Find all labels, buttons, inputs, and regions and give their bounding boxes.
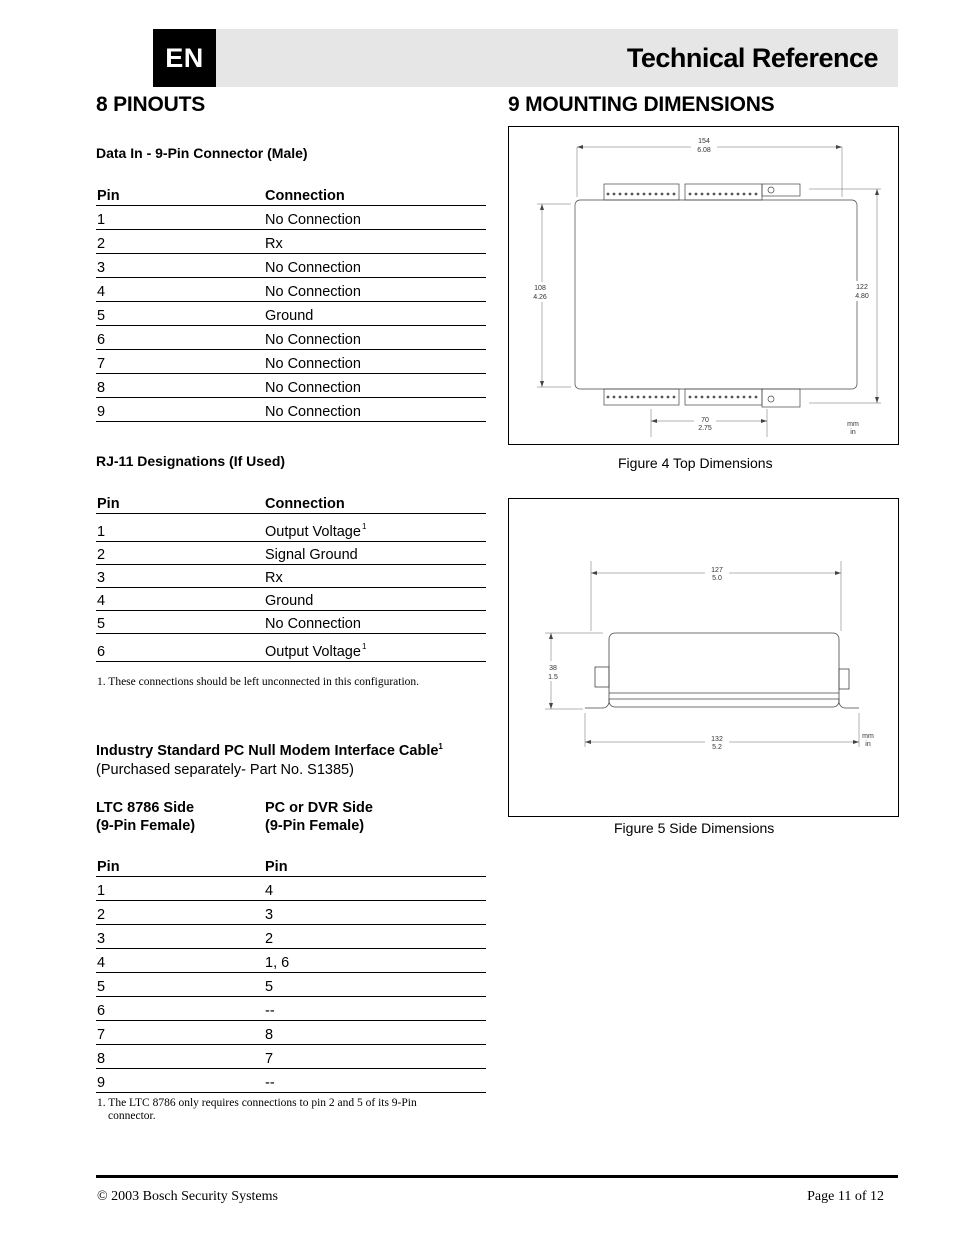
- side-b-line1: PC or DVR Side: [265, 800, 373, 816]
- fig4-width-mm: 154: [698, 138, 710, 145]
- cell-pin: 4: [97, 284, 106, 300]
- fig5-height-in: 1.5: [548, 674, 558, 681]
- cell-text: 2: [265, 931, 274, 947]
- table-row: [96, 973, 486, 997]
- cell-pin: 2: [97, 907, 106, 923]
- cell-pin: 5: [97, 616, 106, 632]
- fig4-unit-mm: mm: [847, 421, 859, 428]
- cell-pin: 4: [97, 955, 106, 971]
- mounting-heading: 9 MOUNTING DIMENSIONS: [508, 93, 775, 116]
- bottom-connector-tab: [762, 389, 800, 407]
- table-row: [96, 1021, 486, 1045]
- cell-text: Output Voltage: [265, 524, 361, 540]
- device-body: [575, 200, 857, 389]
- language-badge: EN: [153, 29, 216, 87]
- null-modem-subtitle: (Purchased separately- Part No. S1385): [96, 762, 354, 778]
- page-header: [153, 29, 898, 87]
- null-modem-footnote-line2: connector.: [108, 1110, 156, 1122]
- cell-pin: 5: [97, 308, 106, 324]
- table-row: [96, 326, 486, 350]
- fig4-total-mm: 122: [856, 284, 868, 291]
- footer-rule: [96, 1175, 898, 1178]
- cell-value: [265, 308, 313, 324]
- fig5-height-mm: 38: [549, 665, 557, 672]
- cell-text: --: [265, 1075, 275, 1091]
- rj11-title: RJ-11 Designations (If Used): [96, 453, 286, 469]
- fig4-depth-mm: 108: [534, 285, 546, 292]
- cell-value: [265, 570, 283, 586]
- cell-pin: 8: [97, 1051, 106, 1067]
- cell-text: No Connection: [265, 284, 361, 300]
- cell-value: [265, 284, 361, 300]
- data-in-title: Data In - 9-Pin Connector (Male): [96, 145, 308, 161]
- col-connection: Connection: [265, 496, 345, 512]
- col-pin: Pin: [97, 188, 120, 204]
- cell-text: 4: [265, 883, 274, 899]
- table-row: [96, 634, 486, 662]
- cell-text: 1, 6: [265, 955, 290, 971]
- cell-text: No Connection: [265, 212, 361, 228]
- table-header: [96, 182, 486, 206]
- top-connector-left: [604, 184, 679, 200]
- cell-text: Rx: [265, 236, 283, 252]
- col-pin-b: Pin: [265, 859, 288, 875]
- figure-4-top-dimensions: [508, 126, 899, 445]
- cell-pin: 3: [97, 931, 106, 947]
- side-b-line2: (9-Pin Female): [265, 818, 365, 834]
- footnote-marker: 1: [361, 642, 367, 651]
- side-a-line1: LTC 8786 Side: [96, 800, 195, 816]
- table-header: [96, 853, 486, 877]
- table-row: [96, 588, 486, 611]
- table-row: [96, 278, 486, 302]
- cell-text: No Connection: [265, 332, 361, 348]
- table-row: [96, 206, 486, 230]
- cell-value: [265, 212, 361, 228]
- cell-pin: 1: [97, 524, 106, 540]
- cell-value: [265, 380, 361, 396]
- data-in-table: [96, 182, 486, 422]
- table-row: [96, 350, 486, 374]
- cell-pin: 7: [97, 1027, 106, 1043]
- null-modem-title: [96, 742, 443, 759]
- cell-text: Signal Ground: [265, 547, 358, 563]
- cell-text: 7: [265, 1051, 274, 1067]
- cell-text: Rx: [265, 570, 283, 586]
- cell-text: Ground: [265, 308, 314, 324]
- cell-value: [265, 1051, 273, 1067]
- fig4-depth-in: 4.26: [533, 294, 547, 301]
- rj11-footnote: 1. These connections should be left unconnected in this configuration.: [97, 676, 420, 688]
- cell-value: [265, 1075, 275, 1091]
- table-row: [96, 565, 486, 588]
- table-row: [96, 1069, 486, 1093]
- table-row: [96, 230, 486, 254]
- fig5-base-mm: 132: [711, 736, 723, 743]
- cell-value: [265, 522, 366, 540]
- null-modem-title-sup: 1: [438, 742, 443, 751]
- figure-5-caption: Figure 5 Side Dimensions: [614, 820, 775, 836]
- cell-pin: 2: [97, 236, 106, 252]
- cell-value: [265, 955, 289, 971]
- col-pin-a: Pin: [97, 859, 120, 875]
- cell-pin: 6: [97, 1003, 106, 1019]
- cell-pin: 3: [97, 570, 106, 586]
- cell-text: No Connection: [265, 616, 361, 632]
- cell-text: No Connection: [265, 356, 361, 372]
- table-row: [96, 949, 486, 973]
- cell-pin: 1: [97, 883, 106, 899]
- page-title: Technical Reference: [626, 43, 878, 73]
- cell-value: [265, 236, 283, 252]
- fig4-width-in: 6.08: [697, 147, 711, 154]
- fig5-body-in: 5.0: [712, 575, 722, 582]
- table-row: [96, 514, 486, 542]
- table-row: [96, 302, 486, 326]
- cell-text: 8: [265, 1027, 274, 1043]
- cell-pin: 7: [97, 356, 106, 372]
- fig4-total-in: 4.80: [855, 293, 869, 300]
- top-dimensions-drawing: [509, 127, 898, 444]
- cell-text: Ground: [265, 593, 314, 609]
- cell-text: 3: [265, 907, 274, 923]
- table-row: [96, 997, 486, 1021]
- cell-value: [265, 593, 313, 609]
- cell-value: [265, 332, 361, 348]
- table-row: [96, 398, 486, 422]
- fig5-body-mm: 127: [711, 567, 723, 574]
- fig4-hole-mm: 70: [701, 417, 709, 424]
- cell-pin: 8: [97, 380, 106, 396]
- col-pin: Pin: [97, 496, 120, 512]
- footnote-marker: 1: [361, 522, 367, 531]
- table-row: [96, 542, 486, 565]
- table-row: [96, 925, 486, 949]
- cell-value: [265, 883, 273, 899]
- fig4-unit-in: in: [850, 429, 856, 436]
- fig5-unit-in: in: [865, 741, 871, 748]
- col-connection: Connection: [265, 188, 345, 204]
- table-row: [96, 901, 486, 925]
- cell-value: [265, 907, 273, 923]
- cell-value: [265, 1003, 275, 1019]
- figure-4-caption: Figure 4 Top Dimensions: [618, 455, 773, 471]
- pinouts-heading: 8 PINOUTS: [96, 93, 206, 116]
- table-header: [96, 490, 486, 514]
- table-row: [96, 611, 486, 634]
- cell-value: [265, 979, 273, 995]
- cell-text: No Connection: [265, 260, 361, 276]
- cell-text: No Connection: [265, 380, 361, 396]
- footer-page-number: Page 11 of 12: [807, 1189, 884, 1204]
- null-modem-table: [96, 853, 486, 1093]
- rj11-table: [96, 490, 486, 662]
- device-side-body: [609, 633, 839, 707]
- fig4-hole-in: 2.75: [698, 425, 712, 432]
- cell-value: [265, 616, 361, 632]
- side-a-line2: (9-Pin Female): [96, 818, 196, 834]
- null-modem-footnote-line1: 1. The LTC 8786 only requires connections to pin 2 and 5 of its 9-Pin: [97, 1097, 417, 1109]
- cell-value: [265, 260, 361, 276]
- cell-value: [265, 642, 366, 660]
- top-connector-right: [685, 184, 762, 200]
- cell-pin: 9: [97, 404, 106, 420]
- cell-text: No Connection: [265, 404, 361, 420]
- fig5-unit-mm: mm: [862, 733, 874, 740]
- footer-copyright: © 2003 Bosch Security Systems: [97, 1189, 278, 1204]
- figure-5-side-dimensions: [508, 498, 899, 817]
- null-modem-title-text: Industry Standard PC Null Modem Interface Cable: [96, 742, 439, 759]
- cell-pin: 4: [97, 593, 106, 609]
- cell-pin: 6: [97, 644, 106, 660]
- table-row: [96, 877, 486, 901]
- table-row: [96, 254, 486, 278]
- cell-pin: 2: [97, 547, 106, 563]
- cell-value: [265, 356, 361, 372]
- cell-pin: 9: [97, 1075, 106, 1091]
- cell-text: --: [265, 1003, 275, 1019]
- cell-text: Output Voltage: [265, 644, 361, 660]
- cell-text: 5: [265, 979, 274, 995]
- cell-pin: 5: [97, 979, 106, 995]
- cell-pin: 1: [97, 212, 106, 228]
- side-dimensions-drawing: [509, 499, 898, 816]
- cell-pin: 3: [97, 260, 106, 276]
- cell-value: [265, 547, 358, 563]
- cell-value: [265, 404, 361, 420]
- cell-value: [265, 1027, 273, 1043]
- table-row: [96, 1045, 486, 1069]
- fig5-base-in: 5.2: [712, 744, 722, 751]
- cell-value: [265, 931, 273, 947]
- table-row: [96, 374, 486, 398]
- cell-pin: 6: [97, 332, 106, 348]
